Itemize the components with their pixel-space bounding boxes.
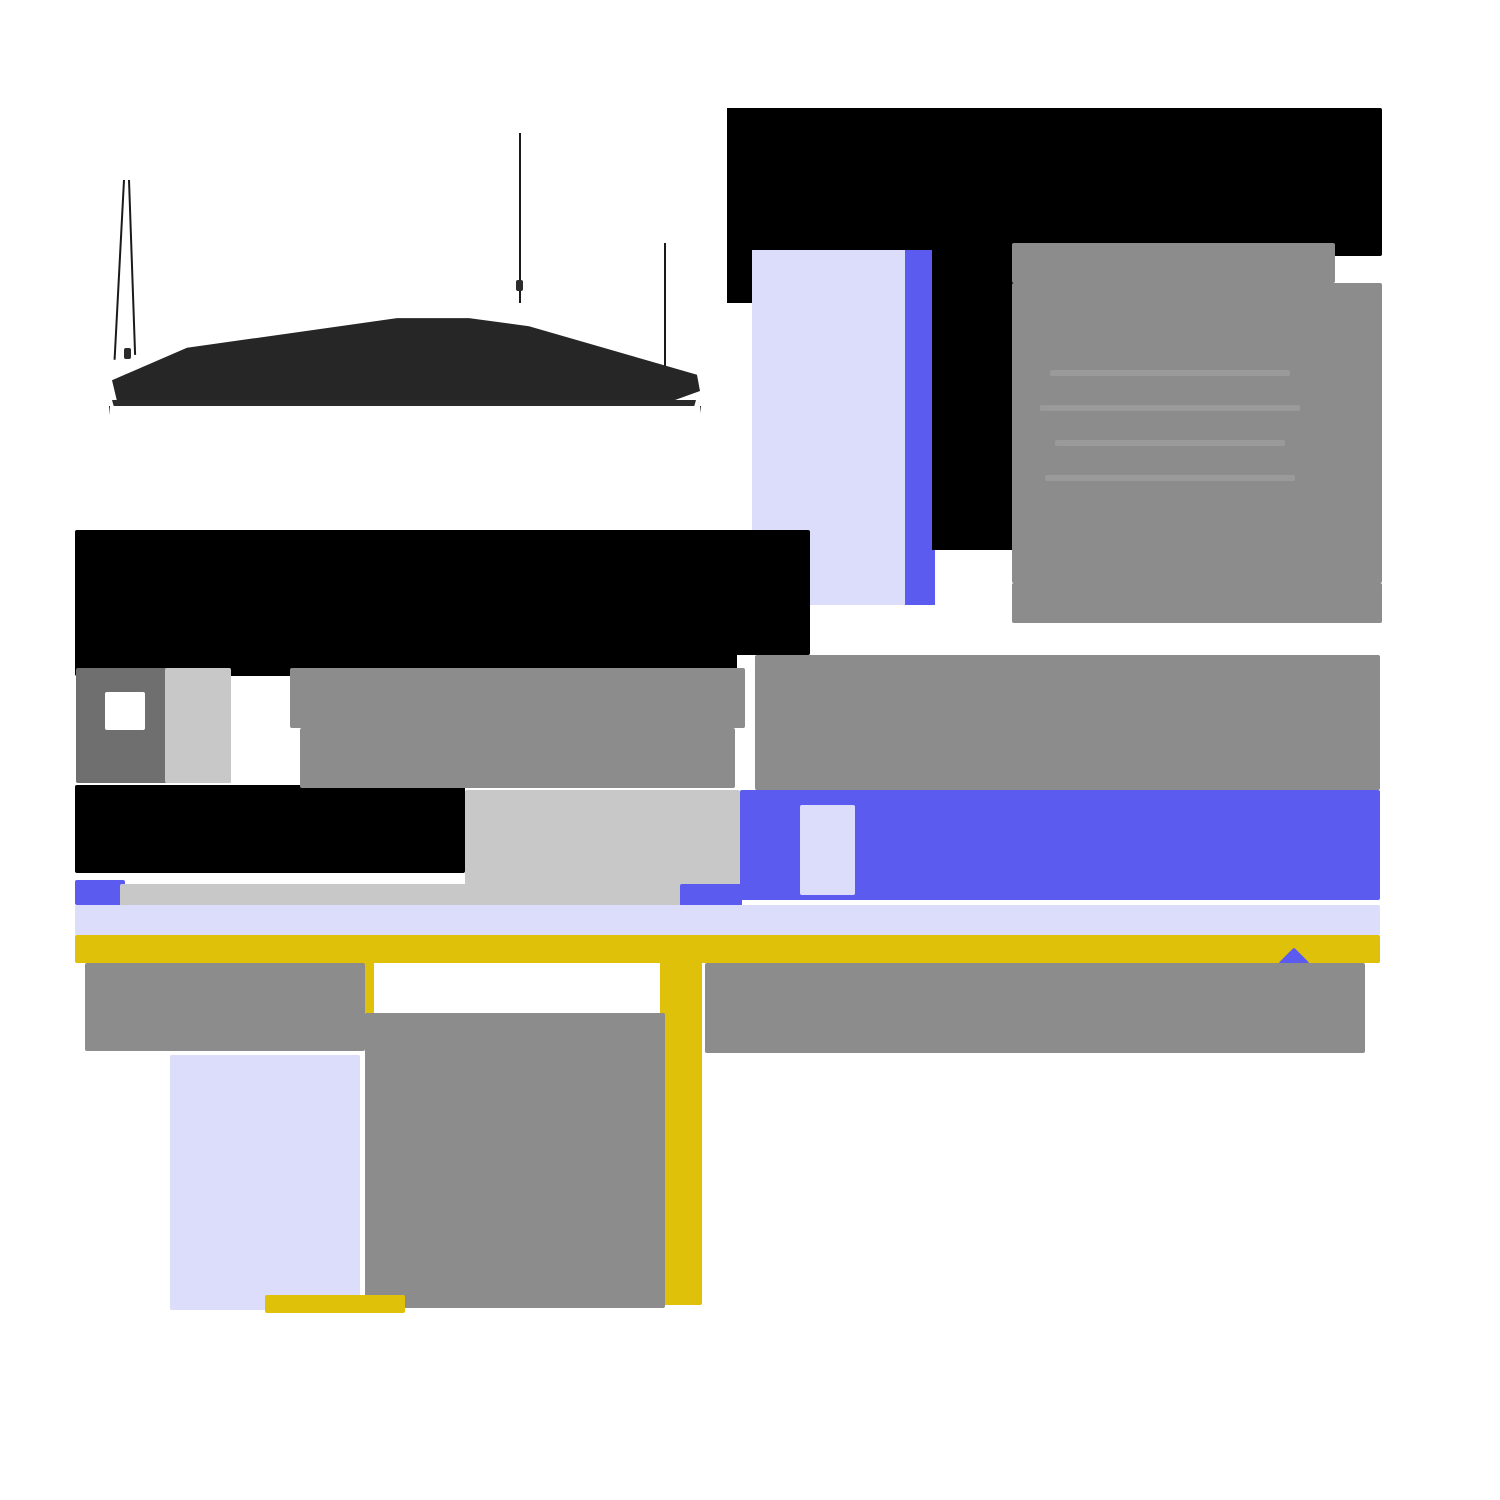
- band-gray-underline: [120, 884, 680, 906]
- luminaire-lens: [109, 406, 701, 497]
- heading-highlight-accent: [905, 250, 935, 605]
- body-paragraph-line-2: [300, 728, 735, 788]
- feature-icon-inner: [105, 692, 145, 730]
- feature-icon-highlight: [165, 668, 231, 783]
- text-gap-c: [1055, 440, 1285, 446]
- separator-light-blue: [75, 905, 1380, 935]
- footer-yellow-underline: [265, 1295, 405, 1313]
- footer-paragraph-right: [705, 963, 1365, 1053]
- suspension-cap-center: [516, 280, 523, 291]
- body-paragraph-line-1: [290, 668, 745, 728]
- footer-block-light-blue: [170, 1055, 360, 1310]
- text-gap-a: [1050, 370, 1290, 376]
- text-gap-d: [1045, 475, 1295, 481]
- body-paragraph-right: [755, 655, 1380, 790]
- subheading-block: [1012, 283, 1382, 583]
- subheading-line-last: [1012, 583, 1382, 623]
- band-yellow-top: [75, 935, 1380, 963]
- band-blue-underline: [680, 884, 742, 906]
- text-gap-b: [1040, 405, 1300, 411]
- feature-caption: [75, 785, 465, 873]
- band-yellow-vertical-rule: [660, 935, 702, 1305]
- band-blue-marker: [75, 880, 125, 905]
- suspension-cable-center: [519, 133, 521, 303]
- band-blue-gap-a: [800, 805, 855, 895]
- section-heading-1: [75, 530, 810, 655]
- subheading-line-1: [1012, 243, 1335, 283]
- product-image: [95, 120, 715, 510]
- footer-paragraph-left: [85, 963, 365, 1051]
- footer-block-center: [365, 1013, 665, 1308]
- heading-line-2: [932, 250, 1014, 550]
- luminaire-body: [103, 310, 703, 480]
